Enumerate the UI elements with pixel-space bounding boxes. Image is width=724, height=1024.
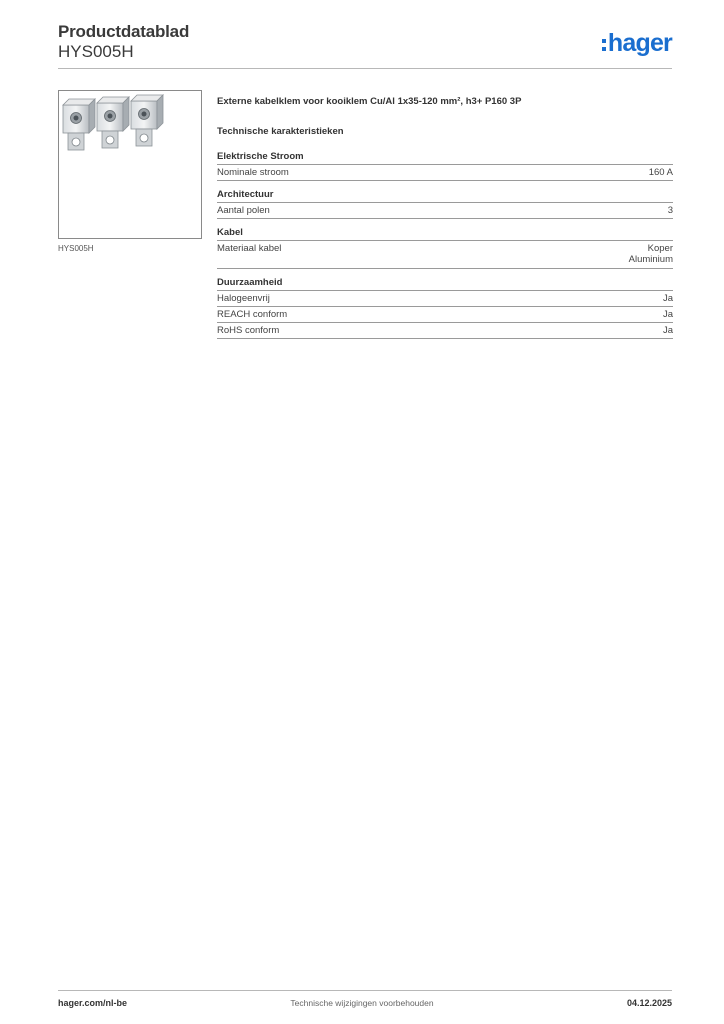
spec-label: Aantal polen — [217, 205, 270, 216]
spec-label: RoHS conform — [217, 325, 280, 336]
spec-row — [217, 165, 673, 181]
product-description: Externe kabelklem voor kooiklem Cu/Al 1x35-120 mm², h3+ P160 3P — [217, 96, 522, 107]
spec-value: 160 A — [648, 167, 673, 178]
hager-logo — [602, 28, 672, 58]
spec-label: Halogeenvrij — [217, 293, 270, 304]
logo-text: hager — [607, 28, 672, 57]
spec-group-architecture — [217, 189, 673, 219]
image-caption: HYS005H — [58, 244, 94, 253]
footer-notice: Technische wijzigingen voorbehouden — [290, 998, 434, 1008]
footer-date: 04.12.2025 — [626, 998, 672, 1008]
spec-group-sustainability — [217, 277, 673, 339]
document-title: Productdatablad — [58, 22, 190, 41]
header-divider — [58, 68, 672, 69]
spec-value: Ja — [662, 309, 673, 320]
product-image — [58, 90, 202, 239]
spec-row — [217, 323, 673, 339]
page-header — [58, 20, 672, 70]
spec-label: Materiaal kabel — [217, 243, 282, 254]
spec-group-title: Duurzaamheid — [217, 277, 673, 291]
spec-group-title: Elektrische Stroom — [217, 151, 673, 165]
spec-value: Ja — [662, 293, 673, 304]
spec-value: Aluminium — [628, 254, 673, 265]
footer-website-link[interactable]: hager.com/nl-be — [58, 998, 128, 1008]
spec-row — [217, 203, 673, 219]
spec-label: REACH conform — [217, 309, 288, 320]
spec-content — [217, 96, 673, 347]
spec-value-list — [629, 243, 673, 265]
terminal-3 — [131, 95, 163, 146]
product-code: HYS005H — [58, 42, 134, 61]
logo-dots-icon — [602, 39, 606, 51]
cable-terminal-image — [59, 91, 201, 238]
terminal-2 — [97, 97, 129, 148]
spec-group-title: Architectuur — [217, 189, 673, 203]
spec-group-title: Kabel — [217, 227, 673, 241]
spec-value: Koper — [647, 243, 673, 254]
footer-divider — [58, 990, 672, 991]
specs-heading: Technische karakteristieken — [217, 126, 344, 137]
spec-row — [217, 291, 673, 307]
spec-group-cable — [217, 227, 673, 269]
spec-label: Nominale stroom — [217, 167, 289, 178]
spec-row — [217, 307, 673, 323]
spec-group-electric — [217, 151, 673, 181]
terminal-1 — [63, 99, 95, 150]
spec-value: 3 — [667, 205, 673, 216]
spec-value: Ja — [662, 325, 673, 336]
spec-row — [217, 241, 673, 269]
